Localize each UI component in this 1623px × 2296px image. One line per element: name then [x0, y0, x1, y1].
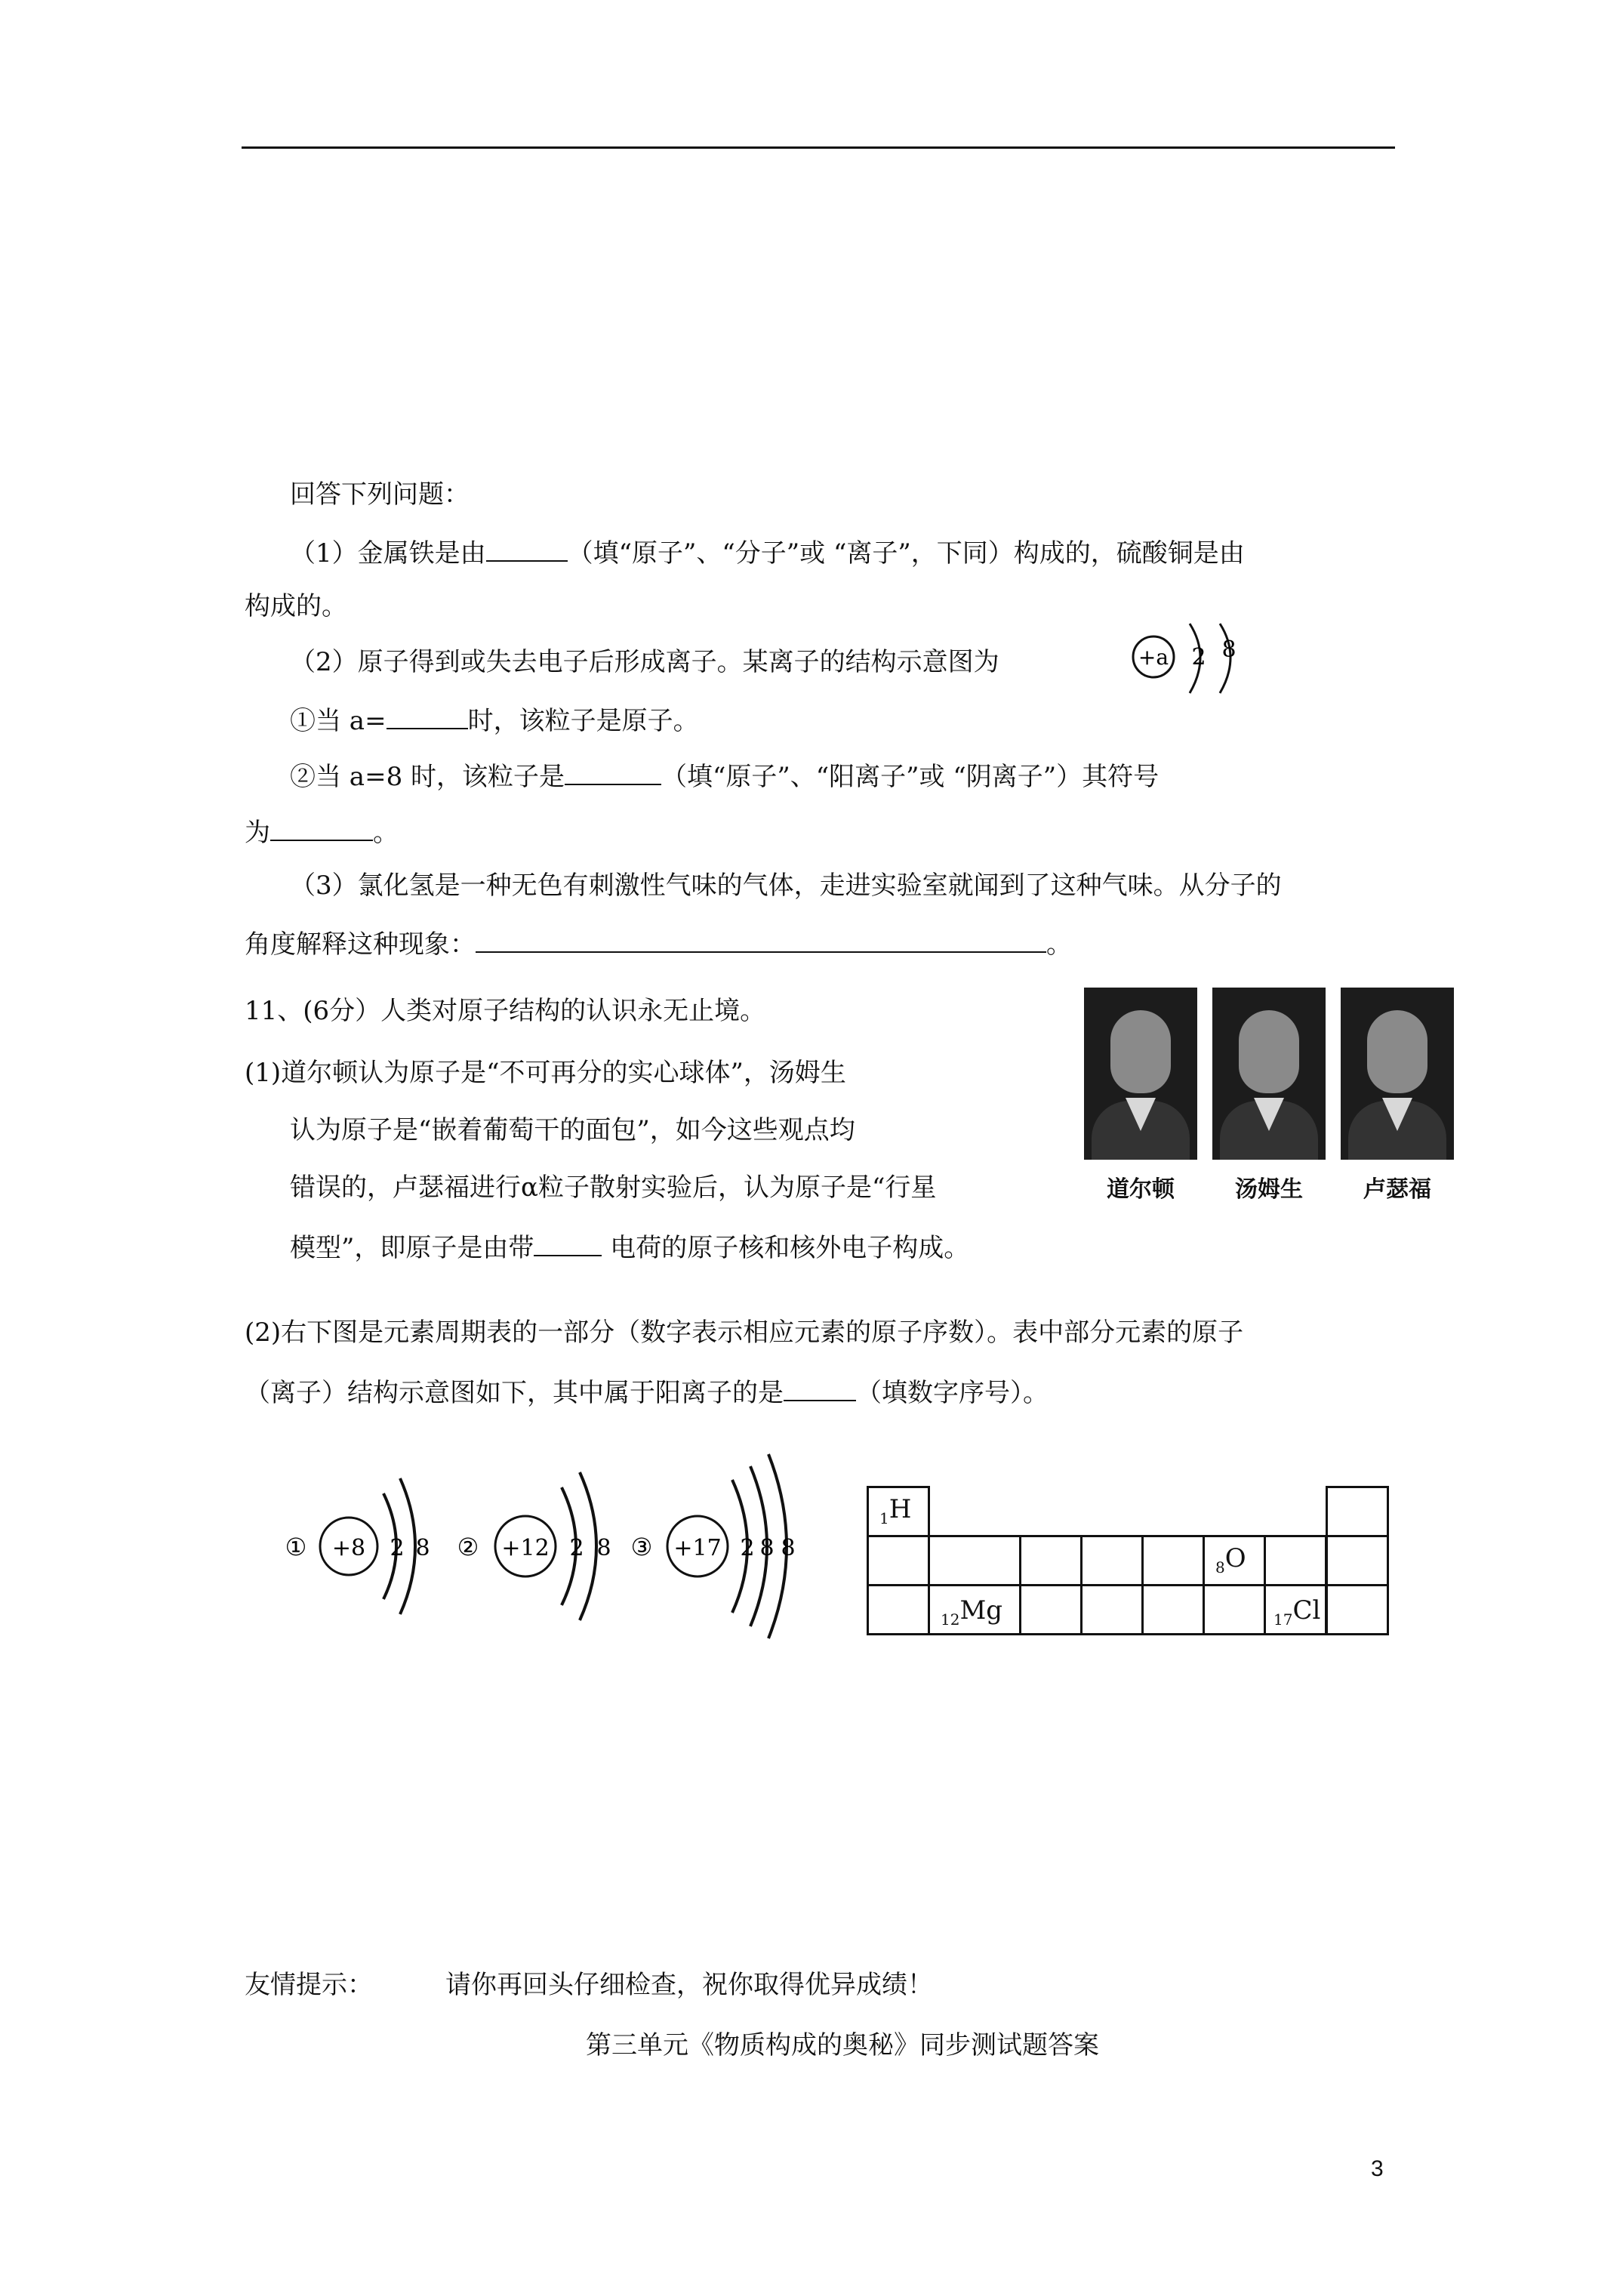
atom-2-nucleus: +12 [501, 1535, 550, 1561]
tip-text: 请你再回头仔细检查，祝你取得优异成绩！ [445, 1970, 933, 2000]
ion-nucleus-label: +a [1138, 645, 1169, 670]
atom-1-nucleus: +8 [331, 1535, 366, 1561]
question-11-title: 11、(6分）人类对原子结构的认识永无止境。 [245, 996, 766, 1026]
atom-structure-diagrams [279, 1450, 830, 1646]
atom-3-nucleus: +17 [673, 1535, 722, 1561]
question-3-cont: 角度解释这种现象： 。 [245, 926, 1072, 960]
label-rutherford: 卢瑟福 [1363, 1176, 1431, 1203]
cell-magnesium: $_{12}$Mg [928, 1584, 1021, 1635]
cell-chlorine: $_{17}$Cl [1264, 1584, 1327, 1635]
atom-3-shell-3: 8 [781, 1535, 796, 1561]
label-dalton: 道尔顿 [1107, 1176, 1175, 1203]
atom-2-label: ② [457, 1533, 479, 1561]
intro-text: 回答下列问题： [290, 479, 470, 510]
tip-label: 友情提示： [245, 1970, 373, 2000]
cell-hydrogen: $_1$H [867, 1486, 930, 1537]
question-3: （3）氯化氢是一种无色有刺激性气味的气体，走进实验室就闻到了这种气味。从分子的 [290, 871, 1282, 901]
answer-title: 第三单元《物质构成的奥秘》同步测试题答案 [586, 2030, 1099, 2060]
question-2-2-cont: 为 。 [245, 814, 399, 849]
question-11-1-line-4: 模型”，即原子是由带 电荷的原子核和核外电子构成。 [290, 1229, 969, 1264]
question-2: （2）原子得到或失去电子后形成离子。某离子的结构示意图为 [290, 647, 999, 677]
blank-particle-type[interactable] [565, 758, 661, 785]
question-2-1: ①当 a= 时，该粒子是原子。 [290, 702, 699, 737]
atom-diagram-3 [631, 1454, 796, 1638]
atom-3-shell-1: 2 [740, 1535, 755, 1561]
atom-1-label: ① [285, 1533, 307, 1561]
question-11-2-line-1: (2)右下图是元素周期表的一部分（数字表示相应元素的原子序数）。表中部分元素的原子 [245, 1318, 1244, 1348]
question-11-1-line-3: 错误的，卢瑟福进行α粒子散射实验后，认为原子是“行星 [290, 1173, 937, 1203]
page-number: 3 [1371, 2156, 1384, 2181]
blank-explanation[interactable] [476, 926, 1046, 953]
cell-group-18-top [1326, 1486, 1389, 1537]
header-rule [242, 146, 1395, 149]
atom-2-shell-2: 8 [596, 1535, 611, 1561]
question-11-1-line-1: (1)道尔顿认为原子是“不可再分的实心球体”，汤姆生 [245, 1058, 846, 1088]
question-1: （1）金属铁是由 （填“原子”、“分子”或 “离子”，下同）构成的，硫酸铜是由 [290, 535, 1245, 569]
ion-shell-2-count: 8 [1221, 636, 1236, 663]
question-1-cont: 构成的。 [245, 591, 347, 621]
ion-shell-1-count: 2 [1191, 644, 1206, 670]
atom-3-label: ③ [630, 1533, 653, 1561]
blank-1[interactable] [486, 535, 568, 562]
blank-a-value[interactable] [387, 702, 468, 729]
question-11-1-line-2: 认为原子是“嵌着葡萄干的面包”，如今这些观点均 [290, 1115, 855, 1145]
periodic-table-fragment [867, 1486, 1395, 1644]
question-11-2-line-2: （离子）结构示意图如下，其中属于阳离子的是 （填数字序号）。 [245, 1374, 1049, 1409]
blank-charge[interactable] [534, 1229, 602, 1256]
atom-1-shell-2: 8 [415, 1535, 430, 1561]
photo-dalton [1084, 988, 1197, 1160]
blank-symbol[interactable] [270, 814, 373, 841]
atom-diagram-1 [285, 1478, 430, 1614]
cell-oxygen: $_8$O [1203, 1535, 1266, 1586]
scientist-photos [1084, 988, 1454, 1214]
photo-rutherford [1341, 988, 1454, 1160]
question-2-2: ②当 a=8 时，该粒子是 （填“原子”、“阳离子”或 “阴离子”）其符号 [290, 758, 1159, 793]
atom-2-shell-1: 2 [569, 1535, 584, 1561]
atom-1-shell-1: 2 [390, 1535, 405, 1561]
atom-diagram-2 [457, 1472, 611, 1620]
blank-cation[interactable] [784, 1374, 856, 1401]
atom-3-shell-2: 8 [759, 1535, 775, 1561]
label-thomson: 汤姆生 [1235, 1176, 1303, 1203]
photo-thomson [1212, 988, 1326, 1160]
ion-structure-diagram [1129, 618, 1258, 708]
